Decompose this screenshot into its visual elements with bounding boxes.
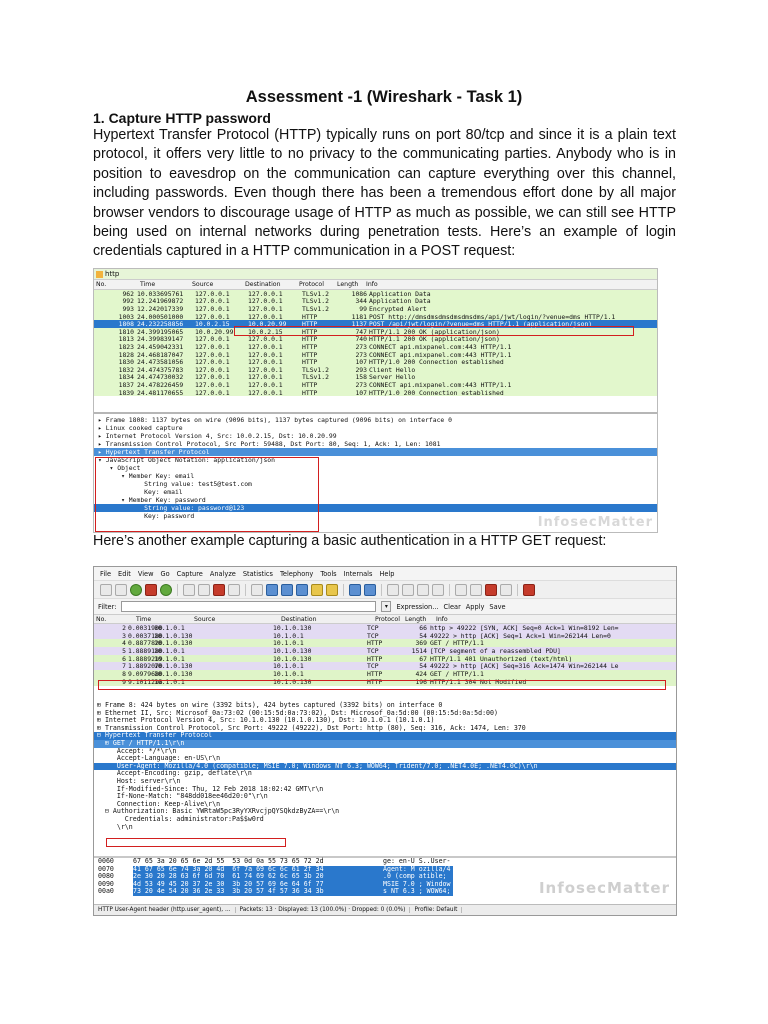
packet-length: 107 xyxy=(355,358,367,367)
packet-info: Application Data xyxy=(369,289,431,298)
interfaces-icon[interactable] xyxy=(100,584,112,596)
packet-source: 10.1.0.130 xyxy=(154,662,193,671)
options-icon[interactable] xyxy=(115,584,127,596)
page-title: Assessment -1 (Wireshark - Task 1) xyxy=(245,88,523,106)
packet-info: Application Data xyxy=(369,297,431,306)
second-paragraph: Here’s another example capturing a basic authentication in a HTTP GET request: xyxy=(93,533,607,549)
hex-ascii[interactable]: .0 (comp atible; xyxy=(383,873,453,881)
packet-row[interactable] xyxy=(94,647,676,655)
packet-time: 24.459042331 xyxy=(137,342,184,351)
packet-protocol: HTTP xyxy=(302,335,318,344)
detail-row[interactable]: ▾ Member Key: email xyxy=(98,472,195,480)
packet-row[interactable] xyxy=(94,670,676,678)
detail-row[interactable]: ▸ Frame 1808: 1137 bytes on wire (9096 bits), 1137 bytes captured (9096 bits) on interface 0 xyxy=(98,416,452,424)
packet-time: 12.241969872 xyxy=(137,297,184,306)
detail-row[interactable]: ⊞ Transmission Control Protocol, Src Port: 49222 (49222), Dst Port: http (80), Seq: 316, Ack: 1474, Len: 370 xyxy=(97,723,526,732)
packet-source: 10.1.0.130 xyxy=(154,669,193,678)
packet-protocol: HTTP xyxy=(367,654,383,663)
packet-destination: 127.0.0.1 xyxy=(248,342,283,351)
stop-capture-icon[interactable] xyxy=(145,584,157,596)
packet-protocol: TCP xyxy=(367,623,379,632)
packet-row[interactable] xyxy=(94,655,676,663)
col-protocol[interactable]: Protocol xyxy=(375,615,400,623)
detail-row[interactable]: Key: email xyxy=(98,488,183,496)
packet-no: 1830 xyxy=(118,358,134,367)
packet-time: 0.0031900 xyxy=(128,623,163,632)
menu-item-go[interactable]: Go xyxy=(160,569,170,578)
packet-length: 66 xyxy=(419,623,427,632)
col-time[interactable]: Time xyxy=(140,281,156,288)
intro-paragraph: Hypertext Transfer Protocol (HTTP) typically runs on port 80/tcp and since it is a plain text protocol, it offers very little to no privacy to the communicating parties. Anybody who is in position to eavesdrop on the communication can capture everything over this channel, including passwords. Even though there has been a tremendous effort done by all major browser vendors to discourage usage of HTTP as much as possible, we can still see HTTP being used on internal networks during penetration tests. Here’s an example of login credentials captured in a HTTP communication in a POST request: xyxy=(93,127,676,260)
packet-protocol: TLSv1.2 xyxy=(302,373,329,382)
toolbar-separator xyxy=(517,584,518,596)
col-destination[interactable]: Destination xyxy=(281,615,317,623)
packet-protocol: TCP xyxy=(367,631,379,640)
packet-length: 196 xyxy=(415,677,427,686)
packet-time: 1.8889180 xyxy=(128,646,163,655)
menu-item-analyze[interactable]: Analyze xyxy=(209,569,236,578)
packet-time: 24.478226459 xyxy=(137,380,184,389)
packet-protocol: TCP xyxy=(367,662,379,671)
open-file-icon[interactable] xyxy=(183,584,195,596)
detail-row[interactable]: User-Agent: Mozilla/4.0 (compatible; MSIE 7.0; Windows NT 6.3; WOW64; Trident/7.0; .NET4.0E; .NET4.0C)\r\n xyxy=(94,763,676,771)
packet-no: 5 xyxy=(122,646,126,655)
packet-no: 1003 xyxy=(118,312,134,321)
hex-offset: 0080 xyxy=(98,872,114,881)
detail-row[interactable]: ⊞ Internet Protocol Version 4, Src: 10.1.0.130 (10.1.0.130), Dst: 10.1.0.1 (10.1.0.1) xyxy=(97,716,435,725)
autoscroll-icon[interactable] xyxy=(364,584,376,596)
go-forward-icon[interactable] xyxy=(281,584,293,596)
packet-source: 127.0.0.1 xyxy=(195,304,230,313)
hex-offset: 0070 xyxy=(98,864,114,873)
resize-columns-icon[interactable] xyxy=(432,584,444,596)
restart-capture-icon[interactable] xyxy=(160,584,172,596)
detail-row[interactable]: Connection: Keep-Alive\r\n xyxy=(97,799,221,808)
packet-time: 24.000501000 xyxy=(137,312,184,321)
status-field-info: HTTP User-Agent header (http.user_agent), ... xyxy=(94,907,236,913)
wireshark-screenshot-post xyxy=(93,268,658,533)
capture-filters-icon[interactable] xyxy=(455,584,467,596)
col-time[interactable]: Time xyxy=(136,615,152,623)
display-filter-bar[interactable] xyxy=(94,269,657,280)
detail-row[interactable]: ▸ Internet Protocol Version 4, Src: 10.0.2.15, Dst: 10.0.20.99 xyxy=(98,432,337,440)
col-source[interactable]: Source xyxy=(192,281,214,288)
packet-destination: 127.0.0.1 xyxy=(248,304,283,313)
packet-no: 8 xyxy=(122,669,126,678)
packet-list xyxy=(94,290,657,396)
packet-info: [TCP segment of a reassembled PDU] xyxy=(430,646,561,655)
packet-source: 10.1.0.130 xyxy=(154,639,193,648)
menu-item-view[interactable]: View xyxy=(137,569,154,578)
packet-destination: 127.0.0.1 xyxy=(248,373,283,382)
packet-no: 9 xyxy=(122,677,126,686)
coloring-rules-icon[interactable] xyxy=(485,584,497,596)
packet-info: 49222 > http [ACK] Seq=1 Ack=1 Win=262144 Len=0 xyxy=(430,631,611,640)
save-file-icon[interactable] xyxy=(198,584,210,596)
watermark: InfosecMatter xyxy=(538,879,670,897)
packet-destination: 10.1.0.130 xyxy=(273,623,312,632)
packet-no: 7 xyxy=(122,662,126,671)
packet-source: 127.0.0.1 xyxy=(195,312,230,321)
col-length[interactable]: Length xyxy=(405,615,427,623)
packet-destination: 10.0.20.99 xyxy=(248,320,287,329)
status-packets: Packets: 13 · Displayed: 13 (100.0%) · Dropped: 0 (0.0%) xyxy=(236,907,411,913)
menu-item-internals[interactable]: Internals xyxy=(343,569,373,578)
packet-length: 67 xyxy=(419,654,427,663)
wireshark-screenshot-get xyxy=(93,566,677,916)
packet-destination: 127.0.0.1 xyxy=(248,388,283,397)
menu-item-file[interactable]: File xyxy=(100,569,112,578)
detail-row[interactable]: ⊞ Ethernet II, Src: Microsof_0a:73:02 (00:15:5d:0a:73:02), Dst: Microsof_0a:5d:00 (00:15:5d:0a:5d:00) xyxy=(97,708,498,717)
detail-row[interactable]: Accept-Language: en-US\r\n xyxy=(97,754,221,763)
reload-icon[interactable] xyxy=(228,584,240,596)
highlight-box-get-row xyxy=(98,677,666,690)
packet-info: CONNECT api.mixpanel.com:443 HTTP/1.1 xyxy=(369,350,512,359)
col-info[interactable]: Info xyxy=(366,281,378,288)
packet-length: 99 xyxy=(359,304,367,313)
packet-no: 1810 xyxy=(118,327,134,336)
hex-bytes[interactable]: 41 67 65 6e 74 3a 20 4d 6f 7a 69 6c 6c 61 2f 34 xyxy=(133,866,383,874)
detail-row[interactable]: \r\n xyxy=(97,822,133,831)
detail-row[interactable]: ⊞ GET / HTTP/1.1\r\n xyxy=(94,740,676,748)
packet-source: 127.0.0.1 xyxy=(195,335,230,344)
detail-row[interactable]: Accept-Encoding: gzip, deflate\r\n xyxy=(97,769,252,778)
go-back-icon[interactable] xyxy=(266,584,278,596)
packet-info: HTTP/1.1 200 OK (application/json) xyxy=(369,335,500,344)
packet-destination: 127.0.0.1 xyxy=(248,312,283,321)
packet-details xyxy=(94,702,676,831)
packet-length: 1086 xyxy=(351,289,367,298)
packet-no: 4 xyxy=(122,639,126,648)
status-bar xyxy=(94,904,676,915)
detail-row[interactable]: ⊟ Authorization: Basic YWRtaW5pc3RyYXRvcjpQYSQkdzByZA==\r\n xyxy=(97,807,340,816)
menu-bar xyxy=(94,567,676,581)
packet-protocol: TLSv1.2 xyxy=(302,304,329,313)
packet-source: 10.1.0.1 xyxy=(154,646,185,655)
packet-source: 10.1.0.1 xyxy=(154,623,185,632)
packet-destination: 127.0.0.1 xyxy=(248,335,283,344)
hex-ascii[interactable]: Agent: M ozilla/4 xyxy=(383,866,453,874)
packet-info: HTTP/1.0 200 Connection established xyxy=(369,388,504,397)
col-no[interactable]: No. xyxy=(96,615,107,623)
packet-destination: 127.0.0.1 xyxy=(248,350,283,359)
packet-destination: 10.1.0.130 xyxy=(273,677,312,686)
detail-row[interactable]: ▸ Hypertext Transfer Protocol xyxy=(94,448,657,456)
detail-row[interactable]: ▾ Member Key: password xyxy=(98,496,206,504)
hex-offset: 0090 xyxy=(98,879,114,888)
go-to-packet-icon[interactable] xyxy=(296,584,308,596)
first-packet-icon[interactable] xyxy=(311,584,323,596)
packet-time: 0.8877820 xyxy=(128,639,163,648)
packet-no: 1823 xyxy=(118,342,134,351)
packet-source: 10.1.0.130 xyxy=(154,631,193,640)
hex-bytes[interactable]: 4d 53 49 45 20 37 2e 30 3b 20 57 69 6e 64 6f 77 xyxy=(133,881,383,889)
main-toolbar xyxy=(94,581,676,599)
detail-row[interactable]: ▸ Transmission Control Protocol, Src Port: 59488, Dst Port: 80, Seq: 1, Ack: 1, Len: 1081 xyxy=(98,440,441,448)
menu-item-capture[interactable]: Capture xyxy=(176,569,203,578)
packet-protocol: HTTP xyxy=(302,388,318,397)
save-button[interactable]: Save xyxy=(489,602,506,611)
hex-bytes[interactable]: 2e 30 20 28 63 6f 6d 70 61 74 69 62 6c 65 3b 20 xyxy=(133,873,383,881)
packet-length: 293 xyxy=(355,365,367,374)
menu-item-tools[interactable]: Tools xyxy=(320,569,337,578)
packet-destination: 127.0.0.1 xyxy=(248,297,283,306)
find-packet-icon[interactable] xyxy=(251,584,263,596)
packet-info: POST http://dmsdmsdmsdmsdmsdms/api/jwt/login/?venue=dms HTTP/1.1 xyxy=(369,312,616,321)
packet-info: HTTP/1.1 200 OK (application/json) xyxy=(369,327,500,336)
packet-info: GET / HTTP/1.1 xyxy=(430,669,484,678)
packet-no: 1839 xyxy=(118,388,134,397)
highlight-box-json xyxy=(95,457,319,532)
highlight-box-credentials xyxy=(106,838,286,847)
packet-protocol: HTTP xyxy=(302,327,318,336)
packet-length: 344 xyxy=(355,297,367,306)
packet-time: 24.399195065 xyxy=(137,327,184,336)
detail-row[interactable]: String value: test5@test.com xyxy=(98,480,252,488)
col-destination[interactable]: Destination xyxy=(245,281,281,288)
detail-row[interactable]: ▾ Object xyxy=(98,464,141,472)
hex-bytes[interactable]: 67 65 3a 20 65 6e 2d 55 53 0d 0a 55 73 65 72 2d xyxy=(133,857,324,865)
packet-time: 12.242017339 xyxy=(137,304,184,313)
packet-destination: 10.0.2.15 xyxy=(248,327,283,336)
toolbar-separator xyxy=(343,584,344,596)
filter-toolbar xyxy=(94,599,676,615)
packet-row[interactable] xyxy=(94,389,657,397)
packet-protocol: TLSv1.2 xyxy=(302,365,329,374)
packet-info: Encrypted Alert xyxy=(369,304,427,313)
packet-time: 24.399839147 xyxy=(137,335,184,344)
packet-protocol: HTTP xyxy=(302,342,318,351)
help-icon[interactable] xyxy=(523,584,535,596)
packet-info: CONNECT api.mixpanel.com:443 HTTP/1.1 xyxy=(369,380,512,389)
watermark: InfosecMatter xyxy=(537,515,653,530)
display-filter-value: http xyxy=(105,270,120,278)
packet-list-header xyxy=(94,615,676,624)
packet-destination: 10.1.0.1 xyxy=(273,639,304,648)
packet-time: 1.8892070 xyxy=(128,662,163,671)
packet-length: 1514 xyxy=(411,646,427,655)
status-profile[interactable]: Profile: Default xyxy=(410,907,462,913)
packet-no: 2 xyxy=(122,623,126,632)
packet-source: 10.0.20.99 xyxy=(195,327,234,336)
packet-length: 747 xyxy=(355,327,367,336)
filter-dropdown[interactable]: ▾ xyxy=(381,601,391,612)
menu-item-help[interactable]: Help xyxy=(379,569,395,578)
hex-ascii[interactable]: MSIE 7.0 ; Window xyxy=(383,881,453,889)
packet-no: 6 xyxy=(122,654,126,663)
zoom-out-icon[interactable] xyxy=(402,584,414,596)
packet-row[interactable] xyxy=(94,624,676,632)
detail-row[interactable]: String value: password@123 xyxy=(94,504,657,512)
packet-destination: 10.1.0.1 xyxy=(273,662,304,671)
detail-row[interactable]: ⊟ Hypertext Transfer Protocol xyxy=(94,732,676,740)
packet-time: 24.474375783 xyxy=(137,365,184,374)
close-file-icon[interactable] xyxy=(213,584,225,596)
pane-divider[interactable] xyxy=(94,412,657,414)
packet-source: 10.0.2.15 xyxy=(195,320,230,329)
packet-list-header xyxy=(94,280,657,290)
col-protocol[interactable]: Protocol xyxy=(299,281,324,288)
packet-protocol: HTTP xyxy=(302,350,318,359)
packet-info: Client Hello xyxy=(369,365,416,374)
packet-length: 54 xyxy=(419,662,427,671)
col-length[interactable]: Length xyxy=(337,281,359,288)
packet-length: 424 xyxy=(415,669,427,678)
packet-row[interactable] xyxy=(94,662,676,670)
detail-row[interactable]: Accept: */*\r\n xyxy=(97,746,177,755)
packet-protocol: HTTP xyxy=(367,639,383,648)
packet-length: 273 xyxy=(355,380,367,389)
packet-info: POST /api/jwt/login/?venue=dms HTTP/1.1 (application/json) xyxy=(369,320,593,329)
packet-info: Server Hello xyxy=(369,373,416,382)
packet-no: 1808 xyxy=(118,320,134,329)
packet-protocol: HTTP xyxy=(367,669,383,678)
toolbar-separator xyxy=(245,584,246,596)
packet-destination: 127.0.0.1 xyxy=(248,358,283,367)
packet-info: HTTP/1.1 401 Unauthorized (text/html) xyxy=(430,654,573,663)
hex-ascii[interactable]: ge: en-U S..User- xyxy=(383,857,451,865)
packet-length: 369 xyxy=(415,639,427,648)
start-capture-icon[interactable] xyxy=(130,584,142,596)
detail-row[interactable]: ▾ JavaScript Object Notation: application/json xyxy=(98,456,275,464)
toolbar-separator xyxy=(381,584,382,596)
packet-length: 158 xyxy=(355,373,367,382)
packet-no: 1834 xyxy=(118,373,134,382)
packet-destination: 10.1.0.1 xyxy=(273,669,304,678)
packet-time: 24.474730032 xyxy=(137,373,184,382)
packet-source: 10.1.0.1 xyxy=(154,677,185,686)
packet-source: 127.0.0.1 xyxy=(195,365,230,374)
detail-row[interactable]: ⊞ Frame 8: 424 bytes on wire (3392 bits), 424 bytes captured (3392 bits) on interface 0 xyxy=(97,701,443,709)
packet-protocol: HTTP xyxy=(302,312,318,321)
preferences-icon[interactable] xyxy=(500,584,512,596)
packet-row[interactable] xyxy=(94,632,676,640)
toolbar-separator xyxy=(449,584,450,596)
packet-destination: 127.0.0.1 xyxy=(248,365,283,374)
packet-length: 54 xyxy=(419,631,427,640)
packet-no: 3 xyxy=(122,631,126,640)
display-filters-icon[interactable] xyxy=(470,584,482,596)
detail-row[interactable]: Host: server\r\n xyxy=(97,776,181,785)
packet-length: 1181 xyxy=(351,312,367,321)
hex-offset: 0060 xyxy=(98,857,114,865)
menu-item-edit[interactable]: Edit xyxy=(118,569,131,578)
packet-protocol: HTTP xyxy=(302,380,318,389)
section-heading: 1. Capture HTTP password xyxy=(93,110,271,126)
packet-list xyxy=(94,624,676,686)
packet-length: 273 xyxy=(355,342,367,351)
packet-time: 24.232258856 xyxy=(137,320,184,329)
packet-no: 993 xyxy=(122,304,134,313)
bookmark-icon xyxy=(96,271,103,278)
packet-protocol: TLSv1.2 xyxy=(302,297,329,306)
detail-row[interactable]: ▸ Linux cooked capture xyxy=(98,424,183,432)
col-source[interactable]: Source xyxy=(194,615,216,623)
normal-size-icon[interactable] xyxy=(417,584,429,596)
packet-source: 10.1.0.1 xyxy=(154,654,185,663)
packet-destination: 10.1.0.1 xyxy=(273,631,304,640)
packet-no: 1837 xyxy=(118,380,134,389)
packet-destination: 127.0.0.1 xyxy=(248,380,283,389)
last-packet-icon[interactable] xyxy=(326,584,338,596)
packet-info: HTTP/1.1 304 Not Modified xyxy=(430,677,527,686)
packet-time: 1.8889219 xyxy=(128,654,163,663)
filter-input[interactable] xyxy=(121,601,376,612)
packet-length: 273 xyxy=(355,350,367,359)
packet-protocol: HTTP xyxy=(367,677,383,686)
packet-time: 24.473581056 xyxy=(137,358,184,367)
packet-destination: 127.0.0.1 xyxy=(248,289,283,298)
packet-info: 49222 > http [ACK] Seq=316 Ack=1474 Win=262144 Le xyxy=(430,662,619,671)
packet-no: 962 xyxy=(122,289,134,298)
filter-label: Filter: xyxy=(98,602,117,611)
detail-row[interactable]: Key: password xyxy=(98,512,195,520)
packet-source: 127.0.0.1 xyxy=(195,342,230,351)
packet-no: 1832 xyxy=(118,365,134,374)
packet-destination: 10.1.0.130 xyxy=(273,654,312,663)
zoom-in-icon[interactable] xyxy=(387,584,399,596)
packet-time: 9.1011218 xyxy=(128,677,163,686)
hex-offset: 00a0 xyxy=(98,887,114,896)
packet-no: 1813 xyxy=(118,335,134,344)
packet-length: 1137 xyxy=(351,320,367,329)
packet-source: 127.0.0.1 xyxy=(195,358,230,367)
packet-source: 127.0.0.1 xyxy=(195,380,230,389)
menu-item-statistics[interactable]: Statistics xyxy=(242,569,273,578)
packet-info: HTTP/1.0 200 Connection established xyxy=(369,358,504,367)
colorize-icon[interactable] xyxy=(349,584,361,596)
col-info[interactable]: Info xyxy=(436,615,448,623)
highlight-box-post-row xyxy=(234,326,634,336)
packet-row[interactable] xyxy=(94,639,676,647)
detail-row[interactable]: If-None-Match: "848dd018ee46d20:0"\r\n xyxy=(97,792,268,801)
packet-info: GET / HTTP/1.1 xyxy=(430,639,484,648)
detail-row[interactable]: Credentials: administrator:Pa$$w0rd xyxy=(97,814,264,823)
toolbar-separator xyxy=(177,584,178,596)
packet-source: 127.0.0.1 xyxy=(195,350,230,359)
packet-source: 127.0.0.1 xyxy=(195,388,230,397)
packet-protocol: HTTP xyxy=(302,320,318,329)
clear-button[interactable]: Clear xyxy=(443,602,461,611)
packet-destination: 10.1.0.130 xyxy=(273,646,312,655)
expression-button[interactable]: Expression... xyxy=(396,602,439,611)
packet-time: 24.481170655 xyxy=(137,388,184,397)
col-no[interactable]: No. xyxy=(96,281,107,288)
packet-protocol: TLSv1.2 xyxy=(302,289,329,298)
packet-source: 127.0.0.1 xyxy=(195,297,230,306)
packet-protocol: HTTP xyxy=(302,358,318,367)
menu-item-telephony[interactable]: Telephony xyxy=(280,569,314,578)
packet-no: 1828 xyxy=(118,350,134,359)
packet-no: 992 xyxy=(122,297,134,306)
packet-time: 10.033695761 xyxy=(137,289,184,298)
packet-info: CONNECT api.mixpanel.com:443 HTTP/1.1 xyxy=(369,342,512,351)
packet-length: 107 xyxy=(355,388,367,397)
hex-ascii[interactable]: s NT 6.3 ; WOW64; xyxy=(383,888,453,896)
packet-time: 9.0979680 xyxy=(128,669,163,678)
hex-bytes[interactable]: 73 20 4e 54 20 36 2e 33 3b 20 57 4f 57 36 34 3b xyxy=(133,888,383,896)
packet-info: http > 49222 [SYN, ACK] Seq=0 Ack=1 Win=8192 Len= xyxy=(430,623,619,632)
apply-button[interactable]: Apply xyxy=(465,602,485,611)
packet-time: 24.468187047 xyxy=(137,350,184,359)
packet-source: 127.0.0.1 xyxy=(195,373,230,382)
detail-row[interactable]: If-Modified-Since: Thu, 12 Feb 2018 18:02:42 GMT\r\n xyxy=(97,784,324,793)
packet-time: 0.0037180 xyxy=(128,631,163,640)
packet-protocol: TCP xyxy=(367,646,379,655)
packet-length: 740 xyxy=(355,335,367,344)
packet-source: 127.0.0.1 xyxy=(195,289,230,298)
